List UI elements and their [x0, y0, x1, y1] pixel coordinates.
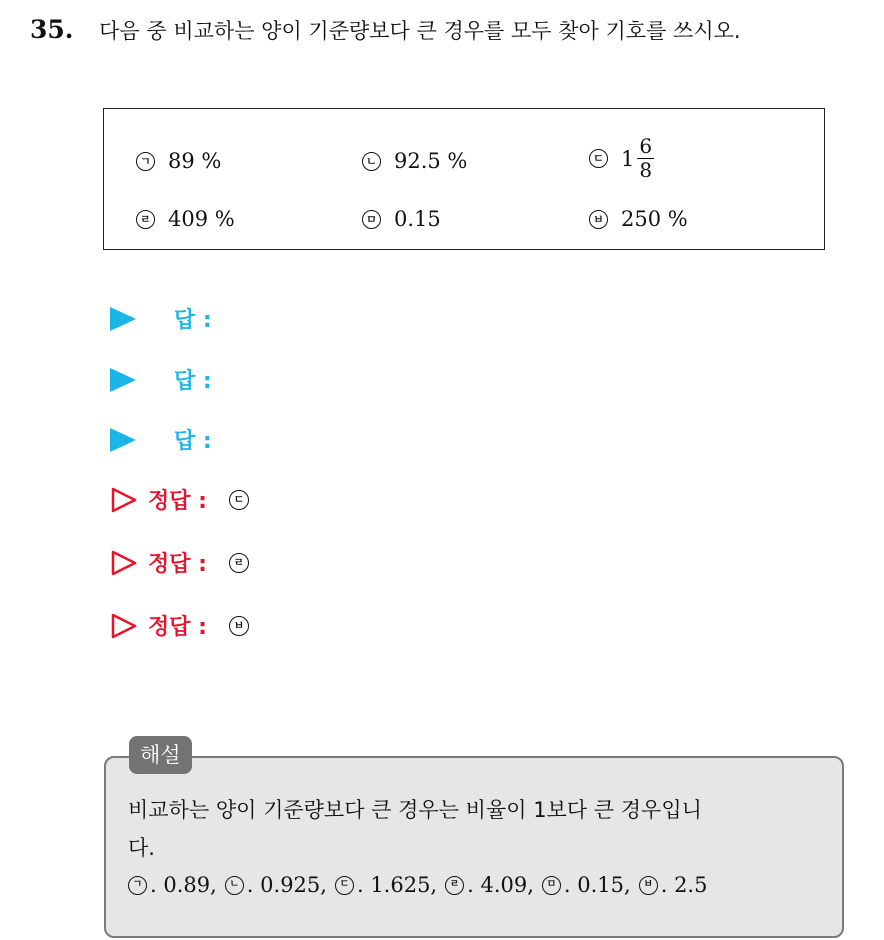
correct-label: 정답 : — [148, 552, 207, 577]
fraction — [637, 135, 654, 182]
circled-mark: ㅂ — [639, 876, 658, 895]
play-triangle-icon — [110, 428, 136, 452]
choice-value: 250 % — [621, 207, 688, 231]
explanation-values — [128, 873, 715, 897]
correct-label: 정답 : — [148, 615, 207, 640]
value-text: 2.5 — [674, 873, 708, 897]
answer-label: 답 : — [174, 429, 212, 454]
correct-label: 정답 : — [148, 489, 207, 514]
value-text: 0.89, — [163, 873, 217, 897]
choice-value: 0.15 — [394, 207, 441, 231]
explanation-tab: 해설 — [129, 736, 192, 774]
correct-answer-row-1 — [110, 484, 249, 515]
circled-mark: ㄴ — [225, 876, 244, 895]
play-triangle-icon — [110, 368, 136, 392]
outline-triangle-icon — [110, 612, 138, 640]
choice-3 — [589, 135, 654, 182]
circled-mark: ㄱ — [128, 876, 147, 895]
circled-mark: ㄷ — [229, 490, 249, 510]
value-item: ㅂ . 2.5 — [639, 873, 708, 897]
circled-mark: ㄷ — [335, 876, 354, 895]
choice-box — [103, 108, 825, 250]
value-item: ㅁ . 0.15, — [542, 873, 631, 897]
answer-row-2 — [110, 364, 212, 395]
value-item: ㄴ . 0.925, — [225, 873, 327, 897]
choice-4 — [136, 207, 235, 231]
answer-label: 답 : — [174, 369, 212, 394]
choice-value: 89 % — [168, 149, 222, 173]
fraction-denominator: 8 — [639, 158, 653, 182]
choice-value: 92.5 % — [394, 149, 468, 173]
value-text: 1.625, — [370, 873, 438, 897]
outline-triangle-icon — [110, 549, 138, 577]
circled-mark: ㄱ — [136, 152, 155, 171]
choice-1 — [136, 149, 221, 173]
explanation-panel — [104, 756, 844, 938]
mixed-number-whole: 1 — [621, 146, 635, 171]
choice-value: 409 % — [168, 207, 235, 231]
circled-mark: ㄹ — [229, 553, 249, 573]
correct-answer-row-3 — [110, 610, 249, 641]
value-item: ㄹ . 4.09, — [445, 873, 534, 897]
question-number: 35. — [30, 15, 74, 44]
choice-2 — [362, 149, 467, 173]
value-text: 0.925, — [260, 873, 327, 897]
explanation-line-2: 다. — [128, 836, 155, 860]
circled-mark: ㅂ — [229, 616, 249, 636]
circled-mark: ㅁ — [542, 876, 561, 895]
play-triangle-icon — [110, 307, 136, 331]
outline-triangle-icon — [110, 486, 138, 514]
choice-5 — [362, 207, 441, 231]
circled-mark: ㅁ — [362, 210, 381, 229]
correct-answer-row-2 — [110, 547, 249, 578]
question-text: 다음 중 비교하는 양이 기준량보다 큰 경우를 모두 찾아 기호를 쓰시오. — [99, 19, 741, 43]
question-header — [30, 14, 741, 47]
circled-mark: ㄴ — [362, 152, 381, 171]
circled-mark: ㄹ — [445, 876, 464, 895]
choice-6 — [589, 207, 688, 231]
explanation-line-1: 비교하는 양이 기준량보다 큰 경우는 비율이 1보다 큰 경우입니 — [128, 798, 702, 822]
circled-mark: ㄹ — [136, 210, 155, 229]
circled-mark: ㅂ — [589, 210, 608, 229]
value-item: ㄱ . 0.89, — [128, 873, 217, 897]
value-item: ㄷ . 1.625, — [335, 873, 437, 897]
value-text: 4.09, — [480, 873, 534, 897]
value-text: 0.15, — [577, 873, 631, 897]
circled-mark: ㄷ — [589, 149, 608, 168]
answer-row-3 — [110, 424, 212, 455]
answer-label: 답 : — [174, 308, 212, 333]
answer-row-1 — [110, 303, 212, 334]
fraction-numerator: 6 — [639, 134, 653, 158]
